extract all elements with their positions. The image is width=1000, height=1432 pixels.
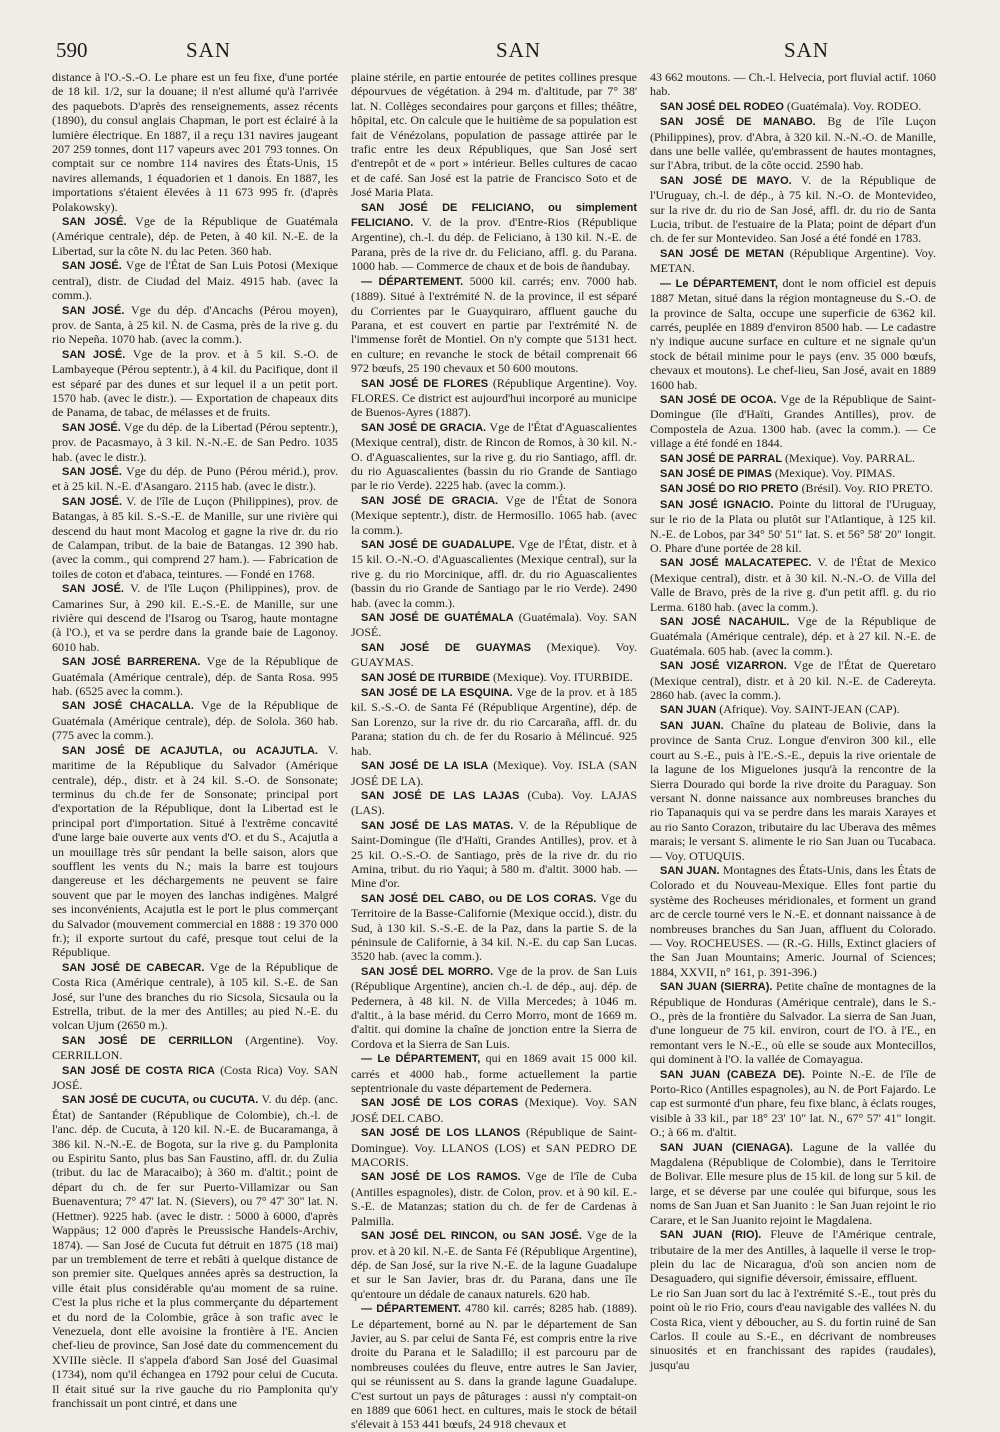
- entry-text: Vge de l'État d'Aguascalientes (Mexique central), distr. de Rincon de Romos, à 30 kil. N.-O. d'Aguascalientes, sur la rive g. du rio Santiago, affl. dr. du rio Aguascalientes (bassin du rio Grande de Santiago par le rio Verde). 2225 hab. (avec la comm.).: [351, 419, 637, 493]
- entry-headword: SAN JOSÉ.: [62, 421, 121, 434]
- entry-text: (Guatémala). Voy. RODEO.: [786, 98, 922, 113]
- entry-headword: — Le DÉPARTEMENT,: [361, 1053, 481, 1066]
- column-1: [52, 70, 338, 1410]
- dictionary-entry: [351, 1169, 637, 1228]
- dictionary-entry: [52, 464, 338, 494]
- dictionary-entry: [650, 70, 936, 99]
- entry-text: (Afrique). Voy. SAINT-JEAN (CAP).: [719, 702, 900, 717]
- entry-headword: SAN JOSÉ DE PARRAL: [660, 452, 783, 465]
- dictionary-entry: [351, 1051, 637, 1095]
- dictionary-entry: [351, 376, 637, 420]
- entry-text: Vge de la République de Saint-Domingue (île d'Haïti, Grandes Antilles), prov. de Compostela de Azua. 1300 hab. (avec la comm.). — Ce village a été fondé en 1844.: [650, 391, 937, 451]
- entry-text: Vge du dép. de la Libertad (Pérou septentr.), prov. de Pacasmayo, à 3 kil. N.-N.-E. de San Pedro. 1035 hab. (avec le distr.).: [52, 419, 339, 464]
- dictionary-entry: [650, 1140, 936, 1227]
- dictionary-entry: [52, 654, 338, 698]
- running-head-right: SAN: [784, 38, 830, 62]
- dictionary-entry: [52, 420, 338, 464]
- entry-headword: SAN JOSÉ.: [62, 465, 122, 478]
- dictionary-entry: [52, 960, 338, 1033]
- entry-headword: SAN JUAN.: [660, 719, 724, 732]
- dictionary-entry: [52, 258, 338, 302]
- entry-headword: SAN JOSÉ DE ACAJUTLA, ou ACAJUTLA.: [62, 744, 318, 757]
- entry-headword: SAN JOSÉ.: [62, 260, 122, 273]
- entry-headword: SAN JOSÉ DEL CABO, ou DE LOS CORAS.: [361, 892, 597, 905]
- entry-text: (Brésil). Voy. RIO PRETO.: [801, 481, 933, 496]
- entry-text: (Mexique). Voy. ITURBIDE.: [492, 669, 633, 684]
- dictionary-entry: [650, 497, 936, 556]
- page-header: [56, 38, 936, 68]
- entry-headword: SAN JOSÉ.: [62, 216, 127, 229]
- dictionary-entry: [52, 743, 338, 960]
- entry-headword: SAN JOSÉ DE CABECAR.: [62, 961, 205, 974]
- entry-text: (Mexique). Voy. ISLA (SAN JOSÉ DE LA).: [351, 758, 638, 788]
- dictionary-entry: [351, 758, 637, 788]
- column-2: [351, 70, 638, 1432]
- entry-headword: — DÉPARTEMENT.: [361, 1303, 461, 1316]
- dictionary-entry: [351, 670, 637, 685]
- entry-headword: SAN JOSÉ DE LAS MATAS.: [361, 819, 514, 832]
- dictionary-entry: [351, 1228, 637, 1301]
- dictionary-entry: [650, 173, 936, 246]
- entry-headword: SAN JOSÉ MALACATEPEC.: [660, 557, 812, 570]
- dictionary-entry: [52, 494, 338, 581]
- entry-text: V. du dép. (anc. État) de Santander (République de Colombie), ch.-l. de l'anc. dép. de Cucuta, à 120 kil. N.-E. de Bucaramanga, à 386 kil. N.-N.-E. de Bogota, sur la rive g. du Pamplonita ou Espiritu Santo, plus bas San Faustino, affl. dr. du Zulia (tribut. du lac de Maracaibo); à 360 m. d'altit.; point de départ du ch. de fer sur Puerto-Villamizar ou San Buenaventura; 7° 47' lat. N. (Sievers), ou 7° 47' 30" lat. N. (Hettner). 9225 hab. (avec le distr. : 5000 à 6000, d'après Wappäus; 12 000 d'après le Preussische Handels-Archiv, 1874). — San José de Cucuta fut détruit en 1875 (18 mai) par un tremblement de terre et rebâti à quelque distance de son premier site. Quelques années après sa destruction, la ville était plus considérable qu'au moment de sa ruine. C'est la plus riche et la plus commerçante du département et du nord de la Colombie, grâce à son trafic avec le Venezuela, dont elle avoisine la frontière à l'E. Ancien chef-lieu de province, San José date du commencement du XVIIIe siècle. Il s'appela d'abord San José del Guasimal (1734), nom qu'il échangea en 1792 pour celui de Cucuta. Il était situé sur la rive gauche du rio Pamplonita qu'y franchissait un pont cintré, et dans une: [52, 1092, 338, 1410]
- entry-headword: SAN JUAN (CIENAGA).: [660, 1141, 793, 1154]
- entry-text: (République Argentine). Voy. METAN.: [650, 245, 937, 276]
- entry-text: Vge de l'État de Sonora (Mexique septentr.), distr. de Hermosillo. 1065 hab. (avec la comm.).: [351, 492, 637, 537]
- entry-headword: SAN JOSÉ.: [62, 304, 125, 317]
- dictionary-entry: [52, 214, 338, 258]
- entry-text: Vge de l'État de San Luis Potosi (Mexique central), distr. de Ciudad del Maiz. 4915 hab. (avec la comm.).: [52, 258, 338, 303]
- entry-text: Fleuve de l'Amérique centrale, tributaire de la mer des Antilles, à laquelle il verse le trop-plein du lac de Nicaragua, d'où son ancien nom de Desaguadero, qui signifie déversoir, émissaire, effluent.: [650, 1227, 937, 1286]
- dictionary-entry: [351, 420, 637, 493]
- page-number: 590: [56, 38, 88, 62]
- entry-text: dont le nom officiel est depuis 1887 Metan, situé dans la région montagneuse du S.-O. de la province de Salta, occupe une superficie de 6362 kil. carrés, peuplée en 1889 d'environ 8500 hab. — Le cadastre n'y indique aucune surface en culture et ne signale qu'un stock de bétail minime pour le pays (env. 35 000 bœufs, chevaux et moutons). Le chef-lieu, San José, avait en 1889 1600 hab.: [650, 275, 936, 392]
- entry-headword: SAN JOSÉ.: [62, 348, 126, 361]
- entry-headword: SAN JOSÉ DE PIMAS: [660, 467, 772, 480]
- dictionary-entry: [52, 698, 338, 742]
- dictionary-entry: [650, 392, 936, 451]
- entry-headword: SAN JUAN.: [660, 864, 720, 877]
- dictionary-entry: [650, 1067, 936, 1140]
- entry-headword: SAN JOSÉ DEL MORRO.: [361, 965, 494, 978]
- dictionary-entry: [650, 979, 936, 1066]
- entry-headword: SAN JOSÉ BARRERENA.: [62, 656, 201, 669]
- dictionary-entry: [650, 658, 936, 702]
- entry-text: 4780 kil. carrés; 8285 hab. (1889). Le département, borné au N. par le département de San Javier, au S. par celui de Santa Fé, est compris entre la rive droite du Parana et le Saladillo; il est parcouru par de nombreuses coulées du fleuve, entre autres le San Javier, qui se réunissent au S. dans la grande lagune Guadalupe. C'est surtout un pays de pâturages : aussi n'y comptait-on en 1889 que 6061 hect. en cultures, mais le stock de bétail s'élevait à 153 441 bœufs, 24 918 chevaux et: [351, 1301, 638, 1432]
- entry-headword: SAN JOSÉ DE LA ISLA: [361, 760, 489, 773]
- entry-text: Chaîne du plateau de Bolivie, dans la province de Santa Cruz. Longue d'environ 300 kil., elle court au S.-E., puis à l'E.-S.-E., depuis la rive orientale de la lagune de los Miguelones jusqu'à la rencontre de la Sierra Dourado qui borde la rive droite du Paraguay. Son versant N. donne naissance aux nombreuses branches du rio Tapanaquis qui va se perdre dans les marais Xarayes et au rio Santo Corazon, tributaire du lac Uberava des mêmes marais; le versant S. alimente le rio San Juan ou Tucabaca. — Voy. OTUQUIS.: [650, 717, 936, 863]
- entry-text: Vge de la prov. et à 185 kil. S.-S.-O. de Santa Fé (République Argentine), dép. de San Lorenzo, sur la rive dr. du rio Carcaraña, affl. dr. du Parana; station du ch. de fer du Rosario à Mélincué. 925 hab.: [351, 685, 638, 758]
- entry-text: Vge de la République de Guatémala (Amérique centrale), dép. de Solola. 360 hab. (775 avec la comm.).: [52, 698, 338, 743]
- dictionary-entry: [650, 718, 936, 863]
- dictionary-entry: [650, 466, 936, 481]
- entry-headword: SAN JOSÉ VIZARRON.: [660, 660, 787, 673]
- dictionary-entry: [351, 1301, 637, 1432]
- entry-headword: SAN JOSÉ DE LOS LLANOS: [361, 1127, 521, 1140]
- entry-text: Vge du Territoire de la Basse-Californie (Mexique occid.), distr. du Sud, à 130 kil. S.-S.-E. de la Paz, dans la partie S. de la péninsule de Californie, à 34 kil. N.-E. du cap San Lucas. 3520 hab. (avec la comm.).: [351, 890, 637, 964]
- entry-text: Pointe du littoral de l'Uruguay, sur le rio de la Plata ou plutôt sur l'Atlantique, à 125 kil. N.-E. de Lobos, par 34° 50' 51" lat. S. et 56° 58' 20" longit. O. Phare d'une portée de 28 kil.: [650, 496, 936, 555]
- dictionary-entry: [351, 537, 637, 610]
- entry-text: V. de la République de l'Uruguay, ch.-l. de dép., à 75 kil. N.-O. de Montevideo, sur la rive dr. du rio de San José, affl. dr. du rio de Santa Lucia, tribut. de l'estuaire de la Plata; point de départ d'un ch. de fer sur Montevideo. San José a été fondé en 1783.: [650, 172, 936, 246]
- entry-headword: SAN JOSÉ DE LAS LAJAS: [361, 789, 520, 802]
- entry-text: (Costa Rica) Voy. SAN JOSÉ.: [52, 1062, 338, 1093]
- entry-text: 43 662 moutons. — Ch.-l. Helvecia, port fluvial actif. 1060 hab.: [650, 70, 936, 99]
- entry-text: Vge de la République de Guatémala (Amérique centrale), dép. et à 27 kil. N.-E. de Guatémala. 605 hab. (avec la comm.).: [650, 614, 936, 658]
- entry-text: (République Argentine). Voy. FLORES. Ce district est aujourd'hui incorporé au municipe de Buenos-Ayres (1887).: [351, 375, 638, 420]
- entry-headword: SAN JOSÉ DE LA ESQUINA.: [361, 687, 513, 700]
- entry-headword: SAN JOSÉ DE COSTA RICA: [62, 1064, 215, 1077]
- entry-text: Vge du dép. de Puno (Pérou mérid.), prov. et à 25 kil. N.-E. d'Asangaro. 2115 hab. (avec le distr.).: [52, 463, 339, 494]
- dictionary-entry: [351, 685, 637, 758]
- entry-headword: SAN JOSÉ.: [62, 583, 124, 596]
- entry-text: Le rio San Juan sort du lac à l'extrémité S.-E., tout près du point où le rio Frio, cours d'eau navigable des vallées N. du Costa Rica, vient y déboucher, au S. du fortin ruiné de San Carlos. Il coule au S.-E., en décrivant de nombreuses sinuosités et en franchissant des rapides (raudales), jusqu'au: [650, 1285, 936, 1372]
- entry-text: Vge de la République de Guatémala (Amérique centrale), dép. de Peten, à 40 kil. N.-E. de la Libertad, sur la côte N. du lac Peten. 360 hab.: [52, 214, 338, 258]
- dictionary-entry: [351, 640, 637, 670]
- dictionary-entry: [351, 274, 637, 376]
- dictionary-entry: [650, 702, 936, 717]
- dictionary-entry: [52, 1033, 338, 1063]
- running-head-left: SAN: [186, 38, 232, 62]
- dictionary-entry: [351, 1125, 637, 1169]
- entry-headword: SAN JOSÉ DE MAYO.: [660, 174, 792, 187]
- dictionary-entry: [650, 614, 936, 658]
- entry-headword: SAN JOSÉ DE GRACIA.: [361, 421, 487, 434]
- dictionary-entry: [351, 1095, 637, 1125]
- dictionary-entry: [52, 70, 338, 214]
- entry-text: Bg de l'île Luçon (Philippines), prov. d'Abra, à 320 kil. N.-N.-O. de Manille, dans une belle vallée, qu'embrassent de hautes montagnes, sur l'Abra, tribut. de la côte occid. 2590 hab.: [650, 114, 937, 173]
- entry-text: Petite chaîne de montagnes de la République de Honduras (Amérique centrale), dans le S.-O., près de la frontière du Salvador. La sierra de San Juan, d'une longueur de 75 kil. environ, court de l'O. à l'E., en remontant vers le N.-E., où elle se soude aux Montecillos, qui dominent à l'O. la vallée de Comayagua.: [650, 979, 936, 1067]
- dictionary-entry: [650, 246, 936, 276]
- dictionary-entry: [650, 481, 936, 496]
- entry-text: V. maritime de la République du Salvador (Amérique centrale), dép., distr. et à 24 kil. S.-O. de Sonsonate; terminus du ch.de fer de Sonsonate; principal port d'exportation de la République, dont la Libertad est le principal port d'importation. Situé à l'extrême concavité d'une large baie ouverte aux vents d'O. et du S., Acajutla a un mouillage très sûr pendant la belle saison, alors que soufflent les vents du N.; mais la barre est toujours dangereuse et les déchargements ne peuvent se faire souvent que par le moyen des lanchas indigènes. Malgré ses inconvénients, Acajutla est le port le plus commerçant du Salvador (mouvement commercial en 1888 : 19 370 000 fr.); il exporte surtout du café, presque tout celui de la République.: [52, 742, 338, 960]
- text-columns: [52, 70, 937, 1432]
- entry-text: qui en 1869 avait 15 000 kil. carrés et 4000 hab., forme actuellement la partie septentrionale du vaste département de Pedernera.: [351, 1051, 637, 1096]
- entry-text: Vge de l'État, distr. et à 15 kil. O.-N.-O. d'Aguascalientes (Mexique central), sur la rive g. du rio Morcinique, affl. dr. du rio Aguascalientes (bassin du rio Grande de Santiago par le rio Verde). 2490 hab. (avec la comm.).: [351, 537, 638, 610]
- entry-headword: SAN JOSÉ DEL RINCON, ou SAN JOSÉ.: [361, 1230, 582, 1243]
- dictionary-entry: [351, 610, 637, 640]
- dictionary-entry: [52, 1063, 338, 1093]
- entry-headword: SAN JOSÉ DE ITURBIDE: [361, 671, 490, 684]
- entry-headword: SAN JOSÉ DEL RODEO: [660, 100, 784, 113]
- entry-text: Pointe N.-E. de l'île de Porto-Rico (Antilles espagnoles), au N. de Port Fajardo. Le cap est surmonté d'un phare, feu fixe blanc, à éclats rouges, visible à 33 kil., par 18° 23' 10" lat. N., 67° 57' 41" longit. O.; à 66 m. d'altit.: [650, 1066, 936, 1140]
- entry-headword: SAN JUAN (SIERRA).: [660, 981, 773, 994]
- entry-headword: — DÉPARTEMENT.: [361, 275, 464, 288]
- entry-headword: SAN JOSÉ DE CERRILLON: [62, 1034, 233, 1047]
- entry-headword: SAN JOSÉ DE FELICIANO, ou simplement FELICIANO.: [351, 201, 637, 230]
- dictionary-entry: [650, 863, 936, 979]
- entry-headword: SAN JOSÉ DE GUAYMAS: [361, 641, 532, 654]
- dictionary-entry: [351, 964, 637, 1051]
- entry-text: Vge de l'État de Queretaro (Mexique central), distr. et à 20 kil. N.-E. de Cadereyta. 2860 hab. (avec la comm.).: [650, 658, 936, 703]
- entry-text: (République de Saint-Domingue). Voy. LLANOS (LOS) et SAN PEDRO DE MACORIS.: [351, 1125, 638, 1170]
- entry-headword: SAN JOSÉ DE GUADALUPE.: [361, 539, 515, 551]
- dictionary-entry: [52, 1092, 338, 1410]
- dictionary-entry: [650, 555, 936, 614]
- entry-text: V. de la République de Saint-Domingue (île d'Haïti, Grandes Antilles), prov. et à 25 kil. O.-S.-O. de Santiago, près de la rive dr. du rio Amina, tribut. du rio Yaqui; à 580 m. d'altit. 3000 hab. — Mine d'or.: [351, 817, 637, 891]
- entry-text: (Argentine). Voy. CERRILLON.: [52, 1032, 339, 1063]
- running-head-center: SAN: [496, 38, 542, 62]
- entry-headword: SAN JUAN (CABEZA DE).: [660, 1068, 805, 1081]
- entry-text: V. de la prov. d'Entre-Rios (République Argentine), ch.-l. du dép. de Feliciano, à 130 kil. N.-E. de Parana, près de la rive dr. du Feliciano, affl. g. du Parana. 1000 hab. — Commerce de chaux et de bois de ñandubay.: [351, 215, 637, 274]
- entry-text: V. de l'île Luçon (Philippines), prov. de Camarines Sur, à 290 kil. E.-S.-E. de Manille, sur une rivière qui descend de l'Isarog ou Tsarog, haute montagne (à l'O.), et va se perdre dans la grande baie de Lagonoy. 6010 hab.: [52, 581, 338, 654]
- entry-text: Vge de la prov. et à 20 kil. N.-E. de Santa Fé (République Argentine), dép. de San José, sur la rive N.-E. de la lagune Guadalupe et sur le San Javier, bras dr. du Parana, dans une île qu'entoure un dédale de canaux naturels. 620 hab.: [351, 1228, 637, 1301]
- entry-headword: SAN JUAN (RIO).: [660, 1229, 762, 1242]
- entry-text: (Cuba). Voy. LAJAS (LAS).: [351, 787, 638, 818]
- dictionary-entry: [650, 1286, 936, 1372]
- entry-text: (Guatémala). Voy. SAN JOSÉ.: [351, 610, 637, 640]
- dictionary-entry: [52, 347, 338, 420]
- entry-text: Vge de la prov. et à 5 kil. S.-O. de Lambayeque (Pérou septentr.), à 4 kil. du Pacifique, dont il est séparé par des dunes et sur lequel il a un petit port. 1570 hab. (avec le distr.). — Exportation de chapeaux dits de Panama, de tabac, de mélasses et de fruits.: [52, 346, 338, 420]
- entry-text: (Mexique). Voy. SAN JOSÉ DEL CABO.: [351, 1095, 637, 1125]
- entry-headword: SAN JOSÉ IGNACIO.: [660, 498, 774, 511]
- dictionary-entry: [650, 276, 936, 392]
- dictionary-entry: [351, 788, 637, 818]
- entry-headword: SAN JOSÉ.: [62, 495, 123, 508]
- dictionary-entry: [650, 99, 936, 114]
- entry-text: V. de l'État de Mexico (Mexique central), distr. et à 30 kil. N.-N.-O. de Villa del Valle de Bravo, près de la rive g. d'un petit affl. g. du rio Lerma. 6180 hab. (avec la comm.).: [650, 555, 936, 614]
- entry-text: Lagune de la vallée du Magdalena (République de Colombie), dans le Territoire de Bolivar. Elle mesure plus de 15 kil. de long sur 5 kil. de large, et se déverse par une coulée qui bifurque, sous les noms de San Juan et San Juanito : le San Juan rejoint le rio Carare, et le San Juanito rejoint le Magdalena.: [650, 1139, 936, 1227]
- entry-text: 5000 kil. carrés; env. 7000 hab. (1889). Situé à l'extrémité N. de la province, il est séparé du Corrientes par le Guayquiraro, affluent gauche du Parana, et est couvert en partie par l'extrémité N. de l'immense forêt de Montiel. On n'y compte que 5131 hect. en culture; en revanche le stock de bétail comprenait 66 972 bœufs, 25 190 chevaux et 50 600 moutons.: [351, 273, 638, 376]
- dictionary-entry: [650, 1227, 936, 1286]
- dictionary-entry: [52, 303, 338, 347]
- entry-headword: — Le DÉPARTEMENT,: [660, 277, 778, 290]
- entry-headword: SAN JOSÉ NACAHUIL.: [660, 616, 790, 629]
- entry-headword: SAN JOSÉ DO RIO PRETO: [660, 483, 799, 496]
- entry-headword: SAN JOSÉ DE FLORES: [361, 377, 489, 390]
- entry-text: plaine stérile, en partie entourée de petites collines presque dépourvues de végétation. à 294 m. d'altitude, par 7° 38' lat. N. Collèges secondaires pour garçons et filles; théâtre, hôpital, etc. On calcule que le huitième de sa population est fait de Vénézolans, population de passage attirée par le trafic entre les deux Républiques, que San José sert d'entrepôt et de « port » intérieur. Belles cultures de cacao et de café. San José est la patrie de Francisco Soto et de José Maria Plata.: [351, 70, 637, 200]
- entry-text: Vge de la République de Costa Rica (Amérique centrale), à 105 kil. S.-E. de San José, sur l'une des branches du rio Sicsola, Sicsaula ou la Estrella, tribut. de la mer des Antilles; au pied N.-E. du volcan Ujum (2650 m.).: [52, 959, 338, 1033]
- entry-text: Vge de l'île de Cuba (Antilles espagnoles), distr. de Colon, prov. et à 90 kil. E.-S.-E. de Matanzas; station du ch. de fer de Cardenas à Palmilla.: [351, 1169, 637, 1228]
- entry-headword: SAN JOSÉ CHACALLA.: [62, 700, 194, 713]
- entry-text: (Mexique). Voy. GUAYMAS.: [351, 639, 637, 670]
- entry-text: Vge de la République de Guatémala (Amérique centrale), dép. de Santa Rosa. 995 hab. (6525 avec la comm.).: [52, 654, 338, 699]
- dictionary-entry: [351, 818, 637, 891]
- dictionary-entry: [351, 891, 637, 964]
- entry-headword: SAN JOSÉ DE GUATÉMALA: [361, 612, 514, 625]
- dictionary-entry: [650, 114, 936, 173]
- entry-text: Vge de la prov. de San Luis (République Argentine), ancien ch.-l. de dép., auj. dép. de Pedernera, à 48 kil. N. de Villa Mercedes; à 1046 m. d'altit., à la base mérid. du Cerro Morro, mont de 1669 m. d'altit. qui domine la chaîne de jonction entre la Sierra de Cordova et la Sierra de San Luis.: [351, 963, 638, 1051]
- entry-headword: SAN JOSÉ DE CUCUTA, ou CUCUTA.: [62, 1094, 259, 1107]
- entry-text: V. de l'île de Luçon (Philippines), prov. de Batangas, à 85 kil. S.-S.-E. de Manille, sur une rivière qui descend du haut mont Macolog et gagne la rive dr. du rio de Calampan, tribut. de la baie de Batangas. 12 390 hab. (avec la comm., qui comprend 27 ham.). — Fabrication de toiles de coton et d'abaca, teintures. — Fondé en 1768.: [52, 493, 338, 581]
- entry-headword: SAN JOSÉ DE METAN: [660, 247, 784, 260]
- dictionary-entry: [351, 493, 637, 537]
- entry-headword: SAN JOSÉ DE LOS CORAS: [361, 1097, 519, 1110]
- column-3: [650, 70, 936, 1410]
- entry-text: (Mexique). Voy. PIMAS.: [774, 465, 896, 480]
- entry-text: Montagnes des États-Unis, dans les États de Colorado et du Nouveau-Mexique. Elles font partie du système des Rocheuses méridionales, et forment un grand arc de cercle tourné vers le N.-E. et donnant naissance à de nombreuses branches du San Juan, affluent du Colorado. — Voy. ROCHEUSES. — (R.-G. Hills, Extinct glaciers of the San Juan Mountains; Americ. Journal of Sciences; 1884, XXVII, n° 161, p. 391-396.): [650, 862, 936, 979]
- entry-headword: SAN JOSÉ DE MANABO.: [660, 116, 816, 129]
- entry-headword: SAN JOSÉ DE GRACIA.: [361, 494, 499, 507]
- entry-headword: SAN JOSÉ DE OCOA.: [660, 393, 777, 406]
- dictionary-entry: [650, 451, 936, 466]
- entry-text: Vge du dép. d'Ancachs (Pérou moyen), prov. de Santa, à 25 kil. N. de Casma, près de la rive g. du rio Nepeña. 1070 hab. (avec la comm.).: [52, 302, 338, 347]
- entry-headword: SAN JOSÉ DE LOS RAMOS.: [361, 1171, 521, 1184]
- dictionary-entry: [351, 200, 637, 274]
- entry-text: (Mexique). Voy. PARRAL.: [785, 450, 916, 465]
- dictionary-entry: [351, 70, 637, 200]
- entry-headword: SAN JUAN: [660, 704, 717, 717]
- entry-text: distance à l'O.-S.-O. Le phare est un feu fixe, d'une portée de 18 kil. 1/2, sur la douane; il n'est allumé qu'à l'arrivée des paquebots. D'après des renseignements, assez récents (1890), du consul anglais Chapman, le port est éclairé à la lumière électrique. En 1887, il a reçu 131 navires jaugeant 207 259 tonnes, dont 117 vapeurs avec 201 793 tonnes. On comptait sur ce nombre 114 navires des États-Unis, 15 navires allemands, 1 équadorien et 1 danois. En 1887, les importations s'étaient élevées à 11 673 995 fr. (d'après Polakowsky).: [52, 70, 338, 214]
- dictionary-entry: [52, 581, 338, 654]
